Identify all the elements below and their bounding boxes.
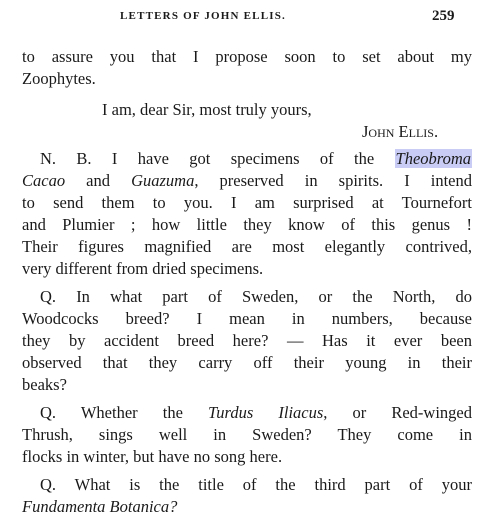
text-line: Zoophytes. (22, 69, 96, 88)
species-name: Cacao (22, 171, 66, 190)
text-line: Q. What is the title of the third part of your (40, 475, 472, 494)
text-line: they by accident breed here? — Has it ever been (22, 331, 472, 350)
text-line: flocks in winter, but have no song here. (22, 447, 283, 466)
text-line: Q. In what part of Sweden, or the North, do (40, 287, 472, 306)
text-line: to send them to you. I am surprised at Tournefort (22, 193, 472, 212)
text-line: observed that they carry off their young in their (22, 353, 472, 372)
text-line: Thrush, sings well in Sweden? They come in (22, 425, 472, 444)
text-run: , or Red-winged (323, 403, 473, 422)
text-line: and Plumier ; how little they know of this genus ! (22, 215, 472, 234)
letter-closing: I am, dear Sir, most truly yours, (102, 100, 312, 119)
text-line: to assure you that I propose soon to set about my (22, 47, 472, 66)
text-line (22, 496, 472, 518)
text-run: Q. Whether the (40, 403, 209, 422)
page-number: 259 (432, 8, 455, 24)
book-title: Fundamenta Botanica? (22, 497, 178, 516)
text-line (40, 402, 472, 424)
page-header (0, 10, 481, 30)
species-name: Turdus Iliacus (208, 403, 324, 422)
text-line (22, 170, 472, 192)
signature: John Ellis. (362, 122, 439, 141)
text-run: N. B. I have got specimens of the (40, 149, 395, 168)
text-line: beaks? (22, 375, 67, 394)
text-run: , preserved in spirits. I intend (194, 171, 473, 190)
running-title: LETTERS OF JOHN ELLIS. (120, 10, 286, 22)
text-line: very different from dried specimens. (22, 259, 264, 278)
text-line: Their figures magnified are most elegantly contrived, (22, 237, 472, 256)
text-line: Woodcocks breed? I mean in numbers, because (22, 309, 472, 328)
highlighted-term[interactable]: Theobroma (395, 149, 471, 168)
text-line (40, 148, 472, 170)
species-name: Guazuma (131, 171, 195, 190)
text-run: and (65, 171, 132, 190)
